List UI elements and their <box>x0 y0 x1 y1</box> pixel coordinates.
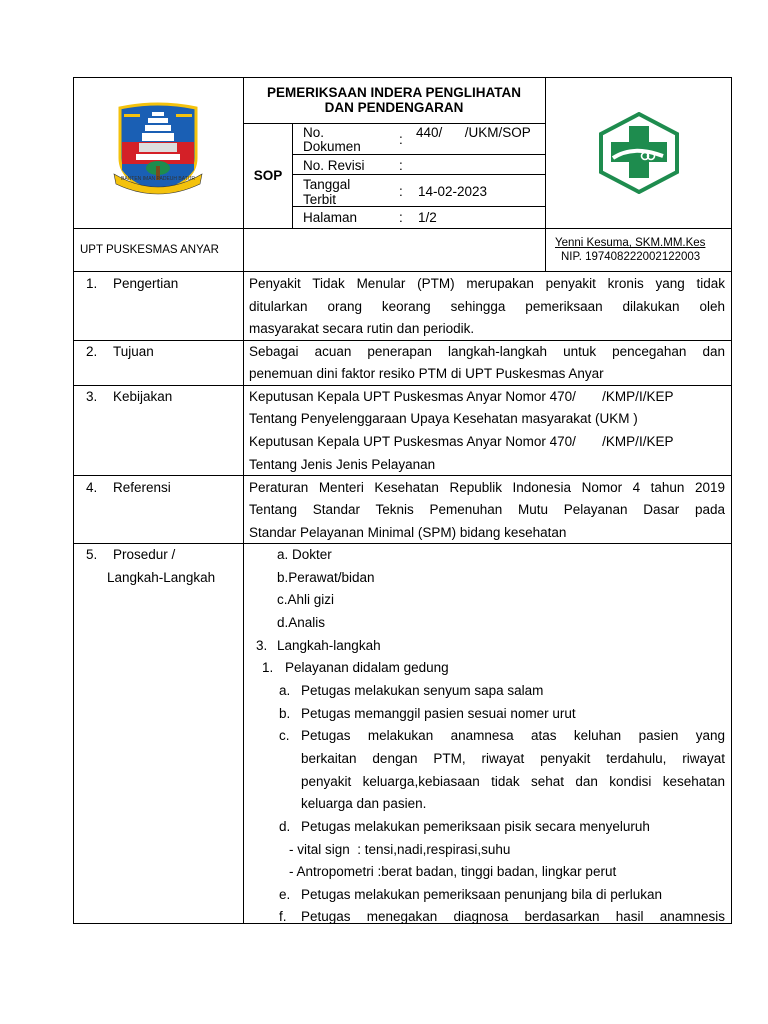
row-line-4 <box>73 543 732 544</box>
sop-divider <box>292 123 293 228</box>
step-3-label: Langkah-langkah <box>277 638 381 653</box>
row-kebijakan-number: 3. <box>86 389 98 404</box>
sub-step-1-label: Pelayanan didalam gedung <box>285 660 449 675</box>
document-title-line2: DAN PENDENGARAN <box>324 100 464 115</box>
row-tujuan-number: 2. <box>86 344 98 359</box>
header-divider-right <box>545 77 546 272</box>
field-halaman-label: Halaman <box>303 210 358 225</box>
puskesmas-logo <box>597 112 681 194</box>
table-border-left <box>73 77 74 924</box>
row-tujuan-label: Tujuan <box>113 344 154 359</box>
antropometri-line: - Antropometri :berat badan, tinggi badan, lingkar perut <box>289 864 617 879</box>
field-no-dokumen-value: 440/ /UKM/SOP <box>416 125 531 140</box>
table-border-top <box>73 77 732 78</box>
row-pengertian-label: Pengertian <box>113 276 179 291</box>
district-emblem-logo <box>112 100 204 198</box>
row-referensi-label: Referensi <box>113 480 171 495</box>
field-tanggal-colon: : <box>399 184 403 199</box>
organization-name: UPT PUSKESMAS ANYAR <box>80 244 219 256</box>
row-kebijakan-label: Kebijakan <box>113 389 173 404</box>
row-line-2 <box>73 385 732 386</box>
field-line-2 <box>292 174 545 175</box>
field-tanggal-value: 14-02-2023 <box>418 184 488 199</box>
row-prosedur-number: 5. <box>86 547 98 562</box>
table-border-right <box>731 77 732 924</box>
signer-name: Yenni Kesuma, SKM.MM.Kes <box>555 237 706 249</box>
field-no-revisi-label: No. Revisi <box>303 158 365 173</box>
header-mid-line <box>73 228 732 229</box>
body-column-divider <box>243 271 244 924</box>
row-referensi-number: 4. <box>86 480 98 495</box>
sop-label: SOP <box>253 168 283 183</box>
header-bottom-line <box>73 271 732 272</box>
signer-nip: NIP. 197408222002122003 <box>561 251 701 263</box>
row-pengertian-number: 1. <box>86 276 98 291</box>
field-no-dokumen-colon: : <box>399 132 403 147</box>
row-line-1 <box>73 340 732 341</box>
step-3-number: 3. <box>256 638 268 653</box>
document-title-line1: PEMERIKSAAN INDERA PENGLIHATAN <box>266 85 521 100</box>
field-no-revisi-colon: : <box>399 158 403 173</box>
sub-step-1-number: 1. <box>262 660 274 675</box>
emblem-banner-text: BANTEN IMAN PADEUH BATUR <box>121 176 195 182</box>
field-halaman-value: 1/2 <box>418 210 437 225</box>
field-halaman-colon: : <box>399 210 403 225</box>
vital-sign-line: - vital sign : tensi,nadi,respirasi,suhu <box>289 842 511 857</box>
row-line-3 <box>73 475 732 476</box>
